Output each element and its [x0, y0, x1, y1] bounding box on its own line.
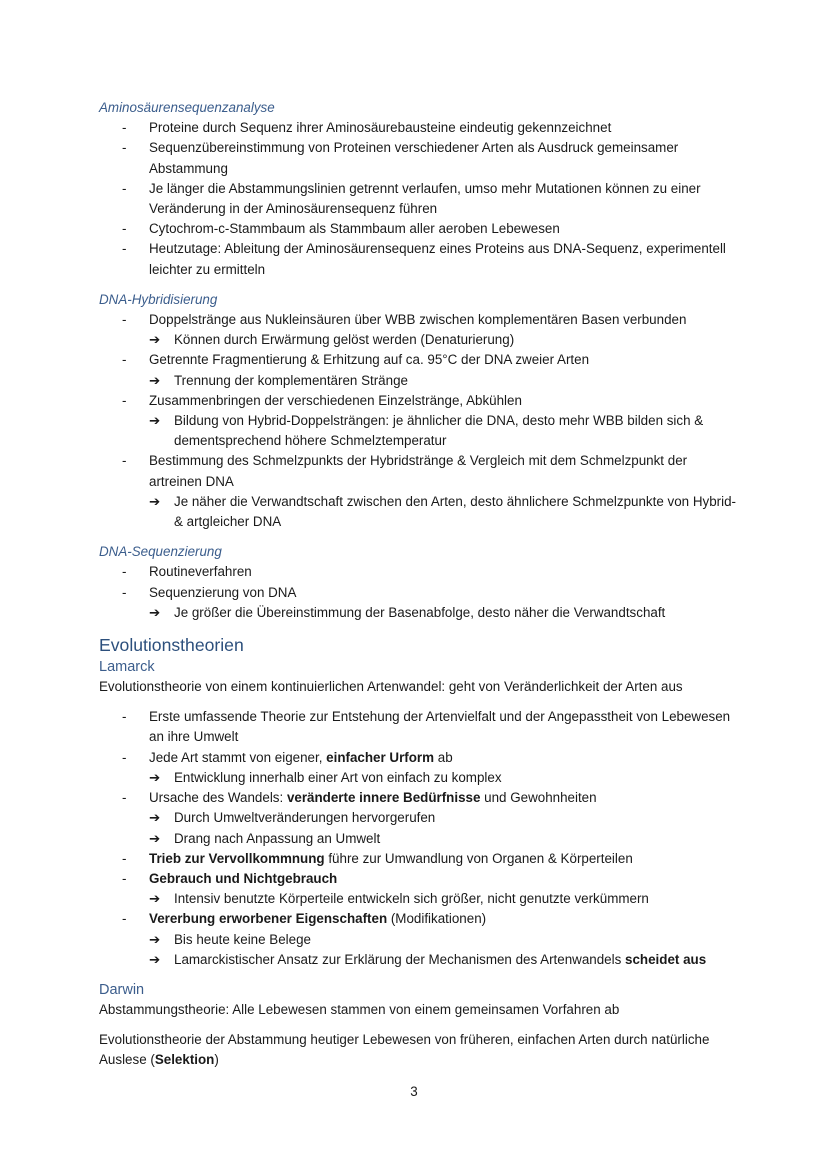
list-item: - Sequenzübereinstimmung von Proteinen verschiedener Arten als Ausdruck gemeinsamer Abstammung: [122, 140, 679, 176]
list-item: - Getrennte Fragmentierung & Erhitzung auf ca. 95°C der DNA zweier Arten ➔ Trennung der komplementären Stränge: [99, 350, 739, 390]
list-item: - Erste umfassende Theorie zur Entstehung der Artenvielfalt und der Angepasstheit von Lebewesen an ihre Umwelt: [122, 709, 731, 745]
dash-bullet: -: [122, 790, 127, 806]
dna-seq-list: [99, 562, 739, 623]
arrow-subitem: ➔ Können durch Erwärmung gelöst werden (Denaturierung): [149, 330, 739, 350]
darwin-paragraph-2: Evolutionstheorie der Abstammung heutiger Lebewesen von früheren, einfachen Arten durch natürliche Auslese (Selektion): [99, 1032, 710, 1068]
dash-bullet: -: [122, 911, 127, 927]
dash-bullet: -: [122, 564, 127, 580]
list-item: - Heutzutage: Ableitung der Aminosäurensequenz eines Proteins aus DNA-Sequenz, experimentell leichter zu ermitteln: [122, 241, 726, 277]
dash-bullet: -: [122, 584, 127, 600]
arrow-right-icon: ➔: [149, 931, 161, 947]
dash-bullet: -: [122, 140, 127, 156]
section-heading-amino: Aminosäurensequenzanalyse: [99, 100, 275, 115]
arrow-subitem: ➔ Bis heute keine Belege: [149, 930, 739, 950]
list-item: - Routineverfahren: [99, 562, 739, 582]
list-item: - Cytochrom-c-Stammbaum als Stammbaum aller aeroben Lebewesen: [99, 219, 739, 239]
dash-bullet: -: [122, 392, 127, 408]
list-item: - Je länger die Abstammungslinien getrennt verlaufen, umso mehr Mutationen können zu einer Veränderung in der Aminosäurensequenz führen: [122, 180, 701, 217]
arrow-subitem: ➔ Entwicklung innerhalb einer Art von einfach zu komplex: [149, 768, 739, 788]
dash-bullet: -: [122, 241, 127, 257]
darwin-paragraph-1: Abstammungstheorie: Alle Lebewesen stammen von einem gemeinsamen Vorfahren ab: [99, 1001, 620, 1017]
arrow-right-icon: ➔: [149, 810, 161, 826]
dash-bullet: -: [122, 221, 127, 237]
dash-bullet: -: [122, 870, 127, 886]
arrow-right-icon: ➔: [149, 830, 161, 846]
heading-lamarck: Lamarck: [99, 659, 155, 676]
arrow-subitem: ➔ Bildung von Hybrid-Doppelsträngen: je ähnlicher die DNA, desto mehr WBB bilden sich & dementsprechend höhere Schmelztemperatur: [149, 413, 704, 449]
arrow-subitem: ➔ Drang nach Anpassung an Umwelt: [149, 829, 739, 849]
section-heading-dna-sequenzierung: DNA-Sequenzierung: [99, 544, 222, 560]
list-item: - Doppelstränge aus Nukleinsäuren über WBB zwischen komplementären Basen verbunden ➔ Können durch Erwärmung gelöst werden (Denaturierung): [99, 310, 739, 350]
section-heading-dna-hybridisierung: DNA-Hybridisierung: [99, 291, 218, 307]
list-item: - Ursache des Wandels: veränderte innere Bedürfnisse und Gewohnheiten ➔ Durch Umweltveränderungen hervorgerufen ➔ Drang nach Anpassung an Umwelt: [99, 788, 739, 849]
amino-list: [99, 118, 739, 280]
arrow-right-icon: ➔: [149, 604, 161, 620]
list-item: - Bestimmung des Schmelzpunkts der Hybridstränge & Vergleich mit dem Schmelzpunkt der artreinen DNA ➔ Je näher die Verwandtschaft zwischen den Arten, desto ähnlichere Schmelzpunkte von Hybrid- & artgleicher DNA: [99, 451, 739, 532]
page-number: 3: [410, 1084, 418, 1099]
arrow-right-icon: ➔: [149, 413, 161, 429]
dash-bullet: -: [122, 850, 127, 866]
dash-bullet: -: [122, 352, 127, 368]
arrow-right-icon: ➔: [149, 891, 161, 907]
arrow-subitem: ➔ Lamarckistischer Ansatz zur Erklärung der Mechanismen des Artenwandels scheidet aus: [149, 950, 739, 970]
dash-bullet: -: [122, 453, 127, 469]
arrow-subitem: ➔ Je größer die Übereinstimmung der Basenabfolge, desto näher die Verwandtschaft: [149, 603, 739, 623]
dash-bullet: -: [122, 180, 127, 196]
arrow-subitem: ➔ Intensiv benutzte Körperteile entwickeln sich größer, nicht genutzte verkümmern: [149, 889, 739, 909]
arrow-right-icon: ➔: [149, 951, 161, 967]
list-item: - Trieb zur Vervollkommnung führe zur Umwandlung von Organen & Körperteilen: [99, 849, 739, 869]
list-item: - Vererbung erworbener Eigenschaften (Modifikationen) ➔ Bis heute keine Belege ➔ Lamarckistischer Ansatz zur Erklärung der Mechanismen des Artenwandels scheidet aus: [99, 909, 739, 970]
dash-bullet: -: [122, 709, 127, 725]
arrow-right-icon: ➔: [149, 332, 161, 348]
list-item: - Gebrauch und Nichtgebrauch ➔ Intensiv benutzte Körperteile entwickeln sich größer, nicht genutzte verkümmern: [99, 869, 739, 909]
dna-hybrid-list: [99, 310, 739, 532]
list-item: - Zusammenbringen der verschiedenen Einzelstränge, Abkühlen ➔ Bildung von Hybrid-Doppelsträngen: je ähnlicher die DNA, desto mehr WBB bilden sich & dementsprechend höhere Schmelztemperatur: [99, 391, 739, 452]
page-content: [99, 98, 739, 1071]
arrow-right-icon: ➔: [149, 493, 161, 509]
arrow-right-icon: ➔: [149, 372, 161, 388]
dash-bullet: -: [122, 312, 127, 328]
lamarck-intro: Evolutionstheorie von einem kontinuierlichen Artenwandel: geht von Veränderlichkeit der Arten aus: [99, 679, 683, 695]
arrow-right-icon: ➔: [149, 769, 161, 785]
list-item: - Proteine durch Sequenz ihrer Aminosäurebausteine eindeutig gekennzeichnet: [99, 118, 739, 138]
lamarck-list: [99, 707, 739, 970]
heading-darwin: Darwin: [99, 981, 145, 998]
heading-evolutionstheorien: Evolutionstheorien: [99, 635, 244, 656]
arrow-subitem: ➔ Trennung der komplementären Stränge: [149, 371, 739, 391]
list-item: - Jede Art stammt von eigener, einfacher Urform ab ➔ Entwicklung innerhalb einer Art von einfach zu komplex: [99, 748, 739, 788]
arrow-subitem: ➔ Durch Umweltveränderungen hervorgerufen: [149, 808, 739, 828]
arrow-subitem: ➔ Je näher die Verwandtschaft zwischen den Arten, desto ähnlichere Schmelzpunkte von Hybrid- & artgleicher DNA: [149, 493, 736, 530]
dash-bullet: -: [122, 749, 127, 765]
list-item: - Sequenzierung von DNA ➔ Je größer die Übereinstimmung der Basenabfolge, desto näher die Verwandtschaft: [99, 583, 739, 623]
dash-bullet: -: [122, 120, 127, 136]
